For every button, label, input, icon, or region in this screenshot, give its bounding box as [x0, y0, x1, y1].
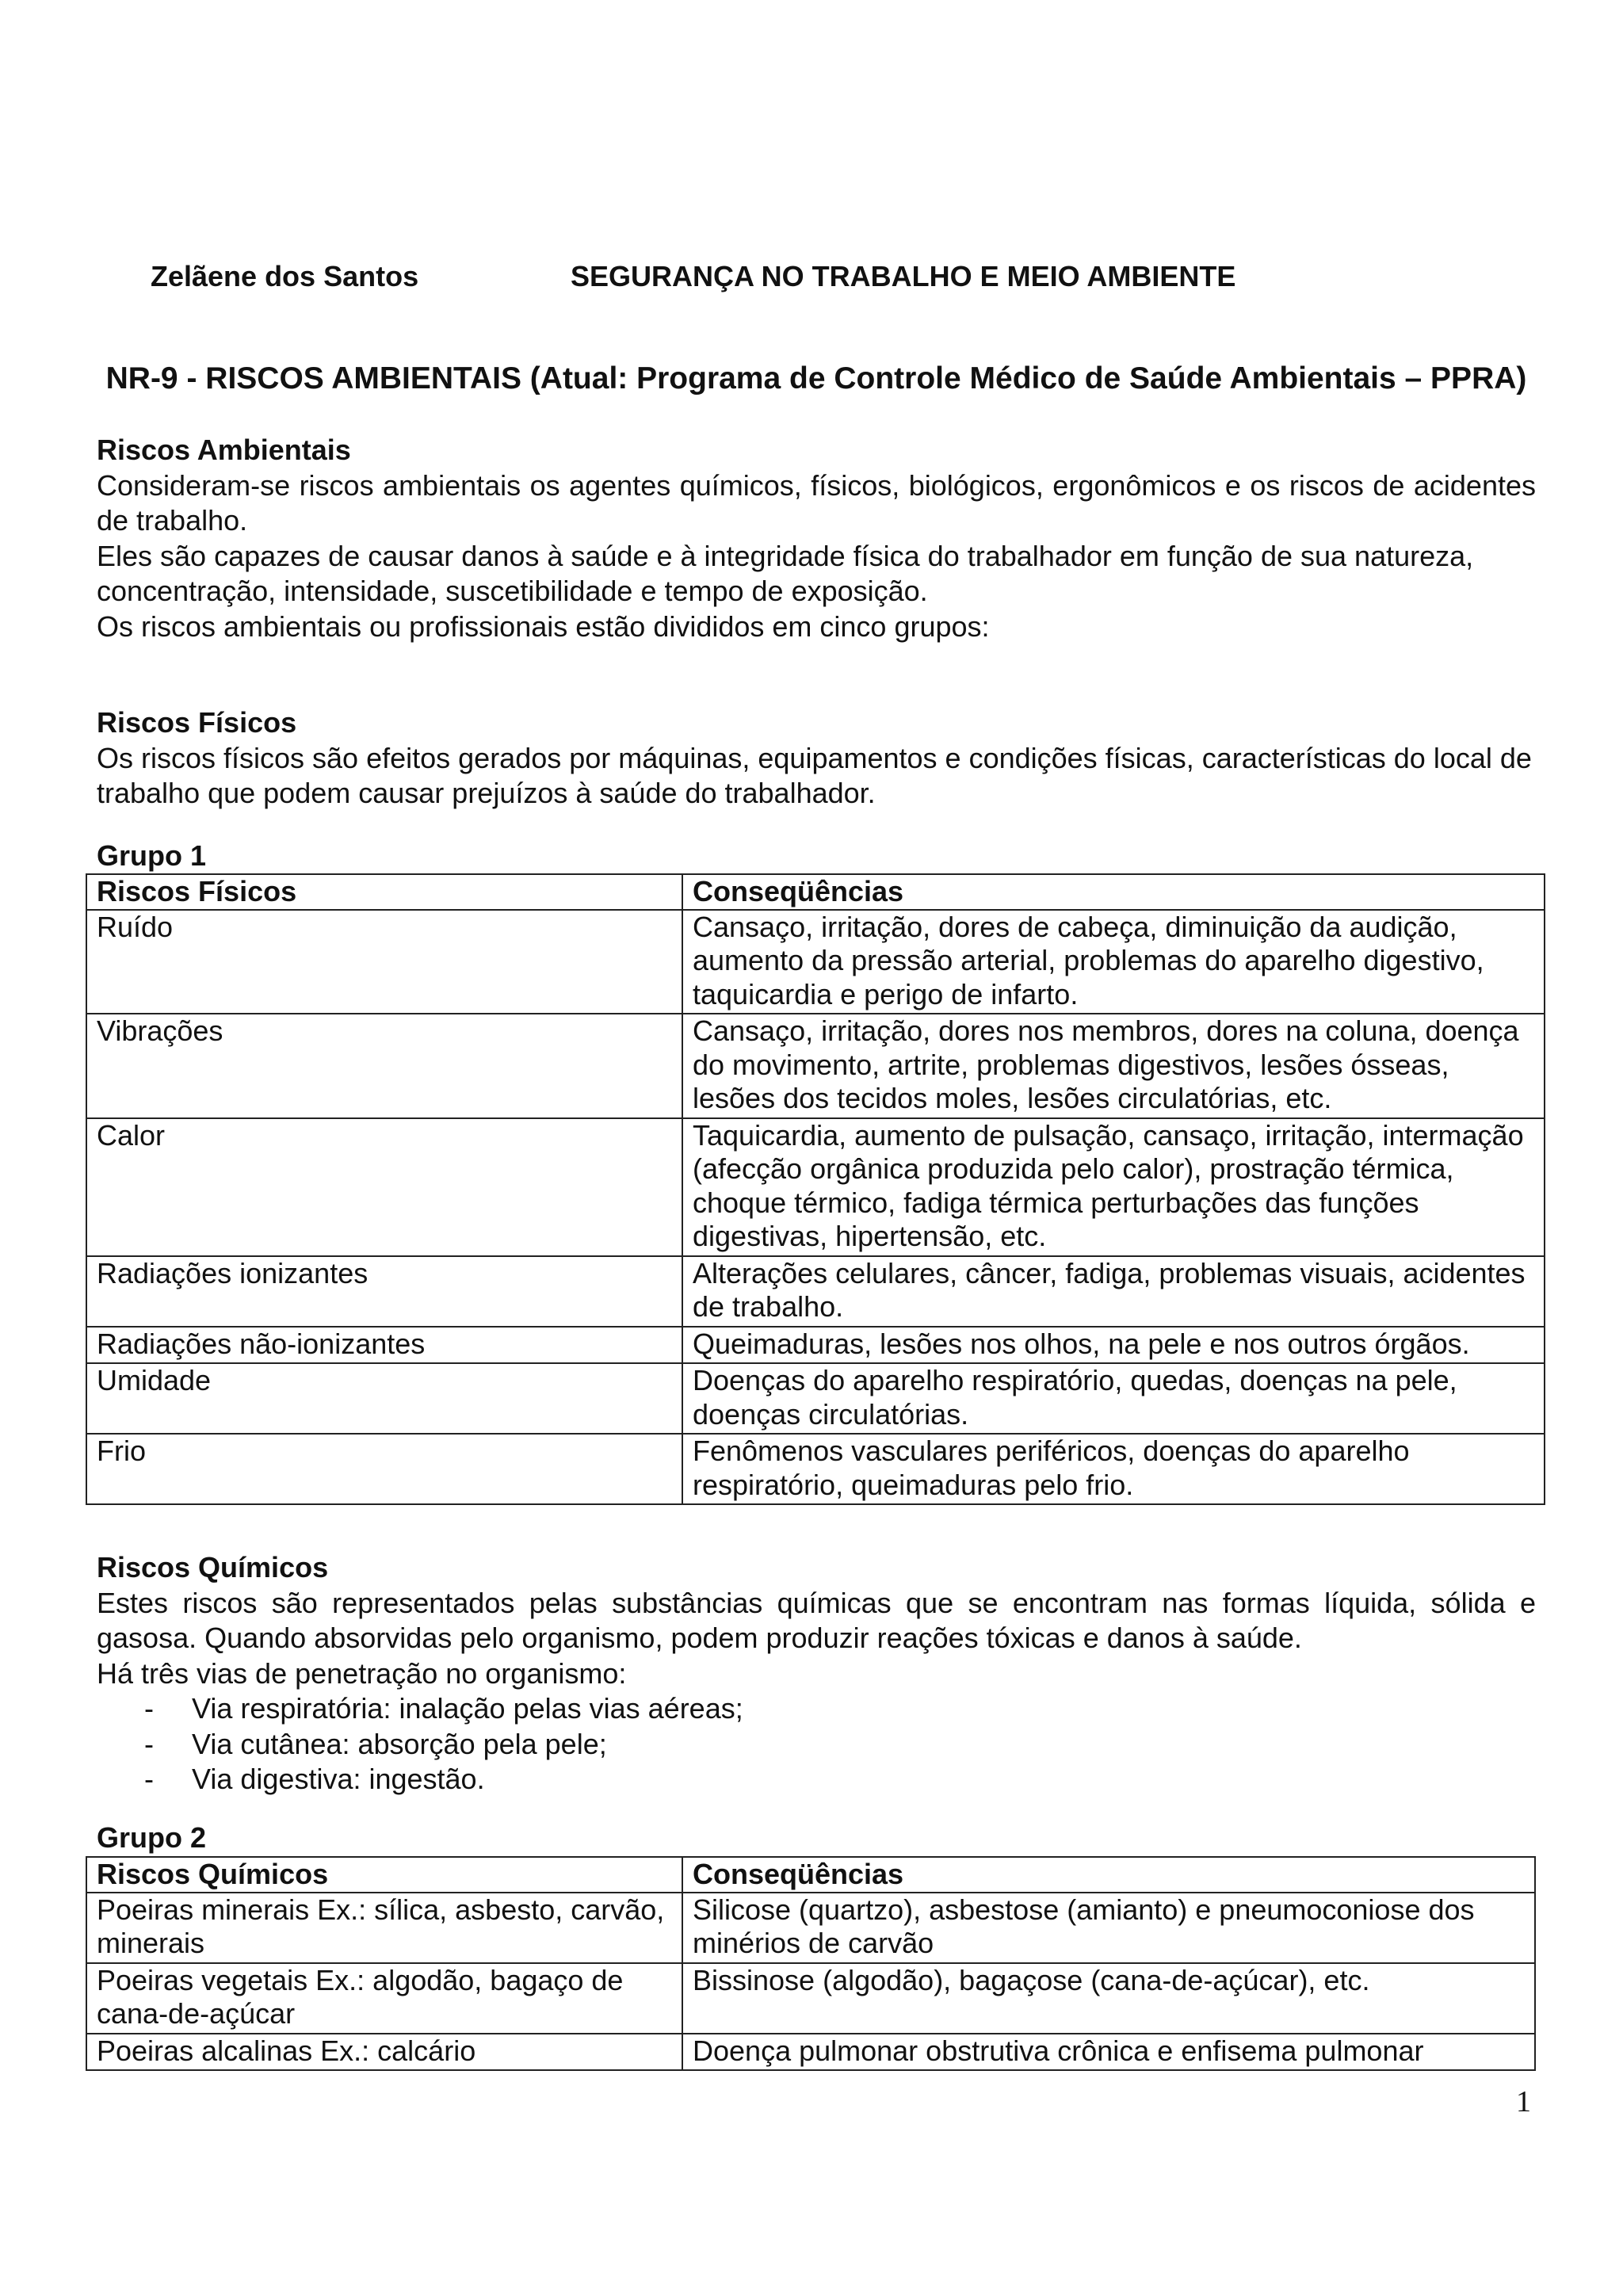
- list-item: [97, 1762, 1536, 1797]
- table-cell: Taquicardia, aumento de pulsação, cansaço, irritação, intermação (afecção orgânica produzida pelo calor), prostração térmica, choque térmico, fadiga térmica perturbações das funções digestivas, hipertensão, etc.: [682, 1118, 1545, 1256]
- section-riscos-quimicos: [97, 1550, 1536, 1797]
- table-cell: Doenças do aparelho respiratório, quedas, doenças na pele, doenças circulatórias.: [682, 1363, 1545, 1434]
- table-cell: Umidade: [86, 1363, 682, 1434]
- table-cell: Poeiras alcalinas Ex.: calcário: [86, 2034, 682, 2071]
- list-item-text: Via cutânea: absorção pela pele;: [192, 1727, 607, 1760]
- table-cell: Poeiras vegetais Ex.: algodão, bagaço de cana-de-açúcar: [86, 1963, 682, 2034]
- table-cell: Poeiras minerais Ex.: sílica, asbesto, carvão, minerais: [86, 1893, 682, 1963]
- list-item-text: Via respiratória: inalação pelas vias aéreas;: [192, 1692, 743, 1725]
- table-row: [86, 1256, 1545, 1327]
- table-row: [86, 1014, 1545, 1118]
- table-row: [86, 2034, 1535, 2071]
- table-cell: Vibrações: [86, 1014, 682, 1118]
- paragraph: Consideram-se riscos ambientais os agentes químicos, físicos, biológicos, ergonômicos e os riscos de acidentes de trabalho.: [97, 468, 1536, 537]
- paragraph: Os riscos ambientais ou profissionais estão divididos em cinco grupos:: [97, 609, 990, 643]
- group-2-label: Grupo 2: [97, 1821, 207, 1854]
- table-cell: Silicose (quartzo), asbestose (amianto) e pneumoconiose dos minérios de carvão: [682, 1893, 1535, 1963]
- list-marker: -: [144, 1763, 154, 1795]
- table-cell: Ruído: [86, 910, 682, 1014]
- list-marker: -: [144, 1727, 154, 1760]
- section-heading: Riscos Ambientais: [97, 434, 351, 466]
- document-title: NR-9 - RISCOS AMBIENTAIS (Atual: Programa de Controle Médico de Saúde Ambientais – PPRA): [105, 361, 1527, 395]
- table-cell: Alterações celulares, câncer, fadiga, problemas visuais, acidentes de trabalho.: [682, 1256, 1545, 1327]
- group-1-label: Grupo 1: [97, 839, 207, 872]
- section-heading: Riscos Físicos: [97, 706, 297, 739]
- paragraph: Estes riscos são representados pelas substâncias químicas que se encontram nas formas líquida, sólida e gasosa. Quando absorvidas pelo organismo, podem produzir reações tóxicas e danos à saúde.: [97, 1586, 1536, 1654]
- column-header: Conseqüências: [682, 1857, 1535, 1893]
- vias-list: [97, 1691, 1536, 1797]
- table-cell: Cansaço, irritação, dores de cabeça, diminuição da audição, aumento da pressão arterial, problemas do aparelho digestivo, taquicardia e perigo de infarto.: [682, 910, 1545, 1014]
- column-header: Riscos Físicos: [86, 874, 682, 910]
- table-header-row: [86, 1857, 1535, 1893]
- table-row: [86, 1327, 1545, 1364]
- group-label: [97, 839, 1536, 874]
- table-cell: Doença pulmonar obstrutiva crônica e enfisema pulmonar: [682, 2034, 1535, 2071]
- paragraph: Os riscos físicos são efeitos gerados por máquinas, equipamentos e condições físicas, características do local de trabalho que podem causar prejuízos à saúde do trabalhador.: [97, 741, 1532, 809]
- list-item: [97, 1727, 1536, 1763]
- table-row: [86, 1963, 1535, 2034]
- table-row: [86, 910, 1545, 1014]
- column-header: Conseqüências: [682, 874, 1545, 910]
- table-row: [86, 1893, 1535, 1963]
- list-marker: -: [144, 1692, 154, 1725]
- section-heading: Riscos Químicos: [97, 1551, 329, 1584]
- section-riscos-fisicos: [97, 705, 1536, 812]
- list-item-text: Via digestiva: ingestão.: [192, 1763, 485, 1795]
- section-riscos-ambientais: [97, 433, 1536, 644]
- table-cell: Queimaduras, lesões nos olhos, na pele e nos outros órgãos.: [682, 1327, 1545, 1364]
- paragraph: Há três vias de penetração no organismo:: [97, 1656, 627, 1690]
- table-grupo-1: [86, 873, 1545, 1505]
- paragraph: Eles são capazes de causar danos à saúde e à integridade física do trabalhador em função de sua natureza, concentração, intensidade, suscetibilidade e tempo de exposição.: [97, 539, 1474, 607]
- table-cell: Calor: [86, 1118, 682, 1256]
- header-author: Zelãene dos Santos: [151, 260, 419, 292]
- table-header-row: [86, 874, 1545, 910]
- page-number: 1: [1516, 2085, 1531, 2118]
- table-cell: Frio: [86, 1434, 682, 1504]
- list-item: [97, 1691, 1536, 1727]
- group-label: [97, 1820, 1536, 1856]
- table-cell: Radiações ionizantes: [86, 1256, 682, 1327]
- column-header: Riscos Químicos: [86, 1857, 682, 1893]
- header-subject: SEGURANÇA NO TRABALHO E MEIO AMBIENTE: [571, 260, 1236, 292]
- table-cell: Cansaço, irritação, dores nos membros, dores na coluna, doença do movimento, artrite, problemas digestivos, lesões ósseas, lesões dos tecidos moles, lesões circulatórias, etc.: [682, 1014, 1545, 1118]
- table-cell: Fenômenos vasculares periféricos, doenças do aparelho respiratório, queimaduras pelo frio.: [682, 1434, 1545, 1504]
- table-row: [86, 1118, 1545, 1256]
- table-cell: Radiações não-ionizantes: [86, 1327, 682, 1364]
- table-row: [86, 1363, 1545, 1434]
- table-grupo-2: [86, 1856, 1536, 2071]
- table-row: [86, 1434, 1545, 1504]
- table-cell: Bissinose (algodão), bagaçose (cana-de-açúcar), etc.: [682, 1963, 1535, 2034]
